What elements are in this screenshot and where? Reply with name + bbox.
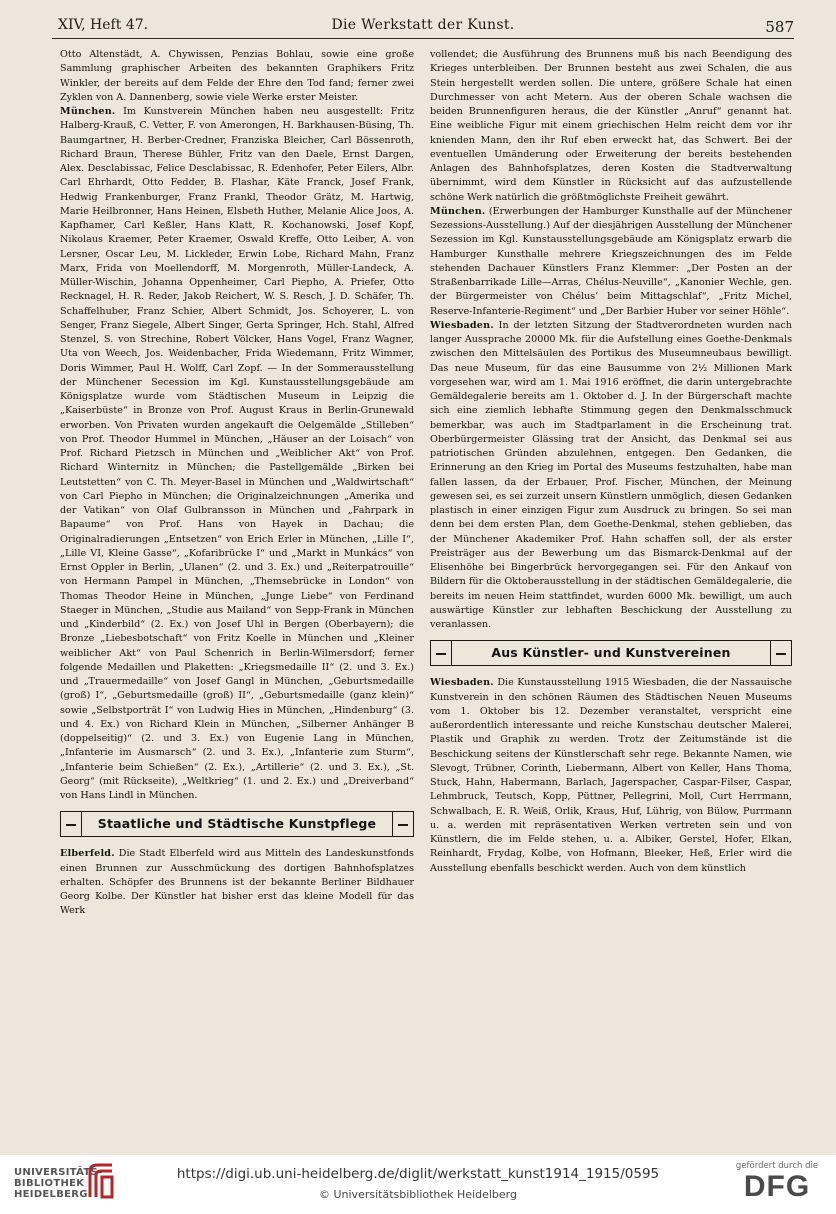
section-title-box xyxy=(60,811,414,837)
section-title-box xyxy=(430,640,792,666)
section-title: Staatliche und Städtische Kunstpflege xyxy=(97,816,377,832)
ornament-dash xyxy=(436,653,446,655)
paragraph xyxy=(430,205,792,319)
paragraph xyxy=(430,319,792,633)
page-number: 587 xyxy=(765,18,794,36)
left-column xyxy=(60,48,414,1148)
paragraph-text: Im Kunstverein München haben neu ausgestellt: Fritz Halberg-Krauß, C. Vetter, F. von Amerongen, H. Barkhausen-Büsing, Th. Baumgartner, H. Berber-Credner, Franziska Bleicher, Carl Bössenroth, Richard Braun, Therese Bühler, Fritz van den Daele, Ernst Dargen, Alex. Desclabissac, Felice Desclabissac, R. Edenhofer, Peter Eilers, Albr. Carl Ehrhardt, Otto Fedder, B. Flashar, Käte Franck, Josef Frank, Hedwig Frankenburger, Franz Frankl, Theodor Grätz, M. Hartwig, Marie Heilbronner, Hans Heinen, Elsbeth Huther, Melanie Alice Joos, A. Kapfhamer, Carl Keßler, Hans Klatt, R. Kochanowski, Josef Kopf, Nikolaus Kraemer, Peter Kraemer, Oswald Kreffe, Otto Leiber, A. von Lersner, Oscar Leu, M. Lickleder, Erwin Lobe, Richard Mahn, Franz Marx, Frida von Moellendorff, M. Morgenroth, Müller-Landeck, A. Müller-Wischin, Johanna Oppenheimer, Carl Piepho, A. Priefer, Otto Recknagel, H. R. Reder, Jakob Reichert, W. S. Resch, J. D. Schäfer, Th. Schaffelhuber, Franz Schier, Albert Schmidt, Jos. Schoyerer, L. von Senger, Franz Siegele, Albert Singer, Gerta Springer, Hch. Stahl, Alfred Stenzel, S. von Strechine, Robert Völcker, Hans Vogel, Franz Wagner, Uta von Weech, Jos. Weidenbacher, Frida Wiedemann, Fritz Wimmer, Doris Wimmer, Paul H. Wolff, Carl Zopf. — In der Sommerausstellung der Münchener Secession im Kgl. Kunstausstellungsgebäude am Königsplatze wurde vom Städtischen Museum in Leipzig die „Kaiserbüste“ in Bronze von Prof. August Kraus in Berlin-Grunewald erworben. Von Privaten wurden angekauft die Oelgemälde „Stilleben“ von Prof. Theodor Hummel in München, „Häuser an der Loisach“ von Prof. Richard Pietzsch in München und „Weiblicher Akt“ von Prof. Richard Winternitz in München; die Pastellgemälde „Birken bei Leutstetten“ von C. Th. Meyer-Basel in München und „Waldwirtschaft“ von Carl Piepho in München; die Originalzeichnungen „Amerika und der Vatikan“ von Olaf Gulbransson in München und „Fahrpark in Bapaume“ von Prof. Hans von Hayek in Dachau; die Originalradierungen „Entsetzen“ von Erich Erler in München, „Lille I“, „Lille VI, Kleine Gasse“, „Kofaribrücke I“ und „Markt in Munkács“ von Ernst Oppler in Berlin, „Ulanen“ (2. und 3. Ex.) und „Reiterpatrouille“ von Hermann Pampel in München, „Themsebrücke in London“ von Thomas Theodor Heine in München, „Junge Liebe“ von Ferdinand Staeger in München, „Studie aus Mailand“ von Sepp-Frank in München und „Kinderbild“ (2. Ex.) von Josef Uhl in Bergen (Oberbayern); die Bronze „Liebesbotschaft“ von Fritz Koelle in München und „Kleiner weiblicher Akt“ von Paul Schenrich in Berlin-Wilmersdorf; ferner folgende Medaillen und Plaketten: „Kriegsmedaille II“ (2. und 3. Ex.) und „Trauermedaille“ von Josef Gangl in München, „Geburtsmedaille (groß) I“, „Geburtsmedaille (groß) II“, „Geburtsmedaille (ganz klein)“ sowie „Selbstporträt I“ von Ludwig Hies in München, „Hindenburg“ (3. und 4. Ex.) von Richard Klein in München, „Silberner Anhänger B (doppelseitig)“ (2. und 3. Ex.) von Eugenie Lang in München, „Infanterie im Ausmarsch“ (2. und 3. Ex.), „Infanterie zum Sturm“, „Infanterie beim Schießen“ (2. Ex.), „Artillerie“ (2. und 3. Ex.), „St. Georg“ (mit Rückseite), „Weltkrieg“ (1. und 2. Ex.) und „Dreiverband“ von Hans Lindl in München. xyxy=(60,106,414,801)
ornament-dash xyxy=(398,824,408,826)
paragraph: Otto Altenstädt, A. Chywissen, Penzias Bohlau, sowie eine große Sammlung graphischer Arbeiten des bekannten Graphikers Fritz Winkler, der bereits auf dem Felde der Ehre den Tod fand; ferner zwei Zyklen von A. Dannenberg, sowie viele Werke erster Meister. xyxy=(60,49,414,103)
paragraph-heading: München. xyxy=(430,205,486,217)
running-header xyxy=(52,14,794,39)
library-line: BIBLIOTHEK xyxy=(14,1178,85,1189)
paragraph xyxy=(60,105,414,803)
paragraph xyxy=(60,847,414,918)
sponsor-logo[interactable] xyxy=(732,1161,822,1203)
right-column xyxy=(430,48,792,1148)
paragraph-text: Die Stadt Elberfeld wird aus Mitteln des Landeskunstfonds einen Brunnen zur Ausschmückung des dortigen Bahnhofsplatzes erhalten. Schöpfer des Brunnens ist der bekannte Berliner Bildhauer Georg Kolbe. Der Künstler hat bisher erst das kleine Modell für das Werk xyxy=(60,848,414,917)
library-line: UNIVERSITÄTS- xyxy=(14,1167,103,1178)
paragraph-text: Die Kunstausstellung 1915 Wiesbaden, die der Nassauische Kunstverein in den schönen Räumen des Städtischen Neuen Museums vom 1. Oktober bis 12. Dezember veranstaltet, verspricht eine außerordentlich interessante und reiche Kunstschau deutscher Malerei, Plastik und Graphik zu werden. Trotz der Zeitumstände ist die Beschickung seitens der Künstlerschaft sehr rege. Bekannte Namen, wie Slevogt, Trübner, Corinth, Liebermann, Albert von Keller, Hans Thoma, Stuck, Hahn, Habermann, Barlach, Jagerspacher, Caspar-Filser, Caspar, Lehmbruck, Teutsch, Kopp, Püttner, Pellegrini, Moll, Curt Herrmann, Schwalbach, E. R. Weiß, Orlik, Kraus, Huf, Lührig, von Bülow, Purrmann u. a. werden mit repräsentativen Werken vertreten sein und von Künstlern, die im Felde stehen, u. a. Albiker, Gerstel, Hofer, Elkan, Reinhardt, Frydag, Kolbe, von Hofmann, Bleeker, Heß, Erler wird die Ausstellung ebenfalls beschickt werden. Auch von dem künstlich xyxy=(430,677,792,874)
paragraph xyxy=(430,676,792,876)
paragraph-text: In der letzten Sitzung der Stadtverordneten wurden nach langer Aussprache 20000 Mk. für die Aufstellung eines Goethe-Denkmals zwischen den Mittelsäulen des Portikus des Museumneubaus bewilligt. Das neue Museum, für das eine Bausumme von 2½ Millionen Mark vorgesehen war, wird am 1. Mai 1916 eröffnet, die darin untergebrachte Gemäldegalerie bereits am 1. Oktober d. J. In der Bürgerschaft machte sich eine ziemlich lebhafte Stimmung gegen den Denkmalsschmuck bemerkbar, was auch im Stadtparlament in die Erscheinung trat. Oberbürgermeister Glässing trat der Ansicht, das Denkmal sei aus patriotischen Gründen abzulehnen, entgegen. Den Gedanken, die Erinnerung an den Krieg im Portal des Museums festzuhalten, habe man fallen lassen, da der Erbauer, Prof. Fischer, München, der Meinung gewesen sei, es sei zurzeit unsern Künstlern unmöglich, diesen Gedanken plastisch in einer einzigen Figur zum Ausdruck zu bringen. So sei man denn bei dem ersten Plan, dem Goethe-Denkmal, stehen geblieben, das der Münchener Akademiker Prof. Hahn schaffen soll, der als erster Preisträger aus der Bewerbung um das Bismarck-Denkmal auf der Elisenhöhe bei Bingerbrück hervorgegangen sei. Für den Ankauf von Bildern für die Oktoberausstellung in der städtischen Gemäldegalerie, die bereits im neuen Heim stattfindet, wurden 6000 Mk. bewilligt, um auch auswärtige Künstler zur lebhaften Beschickung der Ausstellung zu veranlassen. xyxy=(430,319,792,630)
library-line: HEIDELBERG xyxy=(14,1189,88,1200)
paragraph-heading: Wiesbaden. xyxy=(430,319,494,331)
viewer-footer xyxy=(0,1155,836,1214)
section-title: Aus Künstler- und Kunstvereinen xyxy=(491,645,731,661)
paragraph-heading: Elberfeld. xyxy=(60,848,115,860)
ornament-dash xyxy=(776,653,786,655)
permalink-url[interactable]: https://digi.ub.uni-heidelberg.de/diglit/werkstatt_kunst1914_1915/0595 xyxy=(176,1166,660,1182)
paragraph-heading: Wiesbaden. xyxy=(430,677,494,689)
volume-issue: XIV, Heft 47. xyxy=(58,17,149,33)
sponsor-name: DFG xyxy=(743,1170,811,1203)
paragraph-heading: München. xyxy=(60,106,116,117)
paragraph-text: (Erwerbungen der Hamburger Kunsthalle auf der Münchener Sezessions-Ausstellung.) Auf der diesjährigen Ausstellung der Münchener Sezession im Kgl. Kunstausstellungsgebäude am Königsplatz erwarb die Hamburger Kunsthalle mehrere Kriegszeichnungen des im Felde stehenden Dachauer Künstlers Franz Klemmer: „Der Posten an der Straßenbarrikade Lille—Arras, Chélus-Neuville“, „Kanonier Wechle, gen. der Bürgermeister von Chélus’ beim Mittagschlaf“, „Fritz Michel, Reserve-Infanterie-Regiment“ und „Der Barbier Huber vor seiner Höhle“. xyxy=(430,205,792,317)
journal-title: Die Werkstatt der Kunst. xyxy=(331,17,515,33)
paragraph: vollendet; die Ausführung des Brunnens muß bis nach Beendigung des Krieges unterbleiben. Der Brunnen besteht aus zwei Schalen, die aus Stein hergestellt werden sollen. Die untere, größere Schale hat einen Durchmesser von acht Metern. Aus der oberen Schale wachsen die beiden Brunnenfiguren heraus, die der Künstler „Anruf“ genannt hat. Eine weibliche Figur mit einem griechischen Helm reicht dem vor ihr knienden Mann, den ihr Ruf eben erweckt hat, das Schwert. Bei der eventuellen Umänderung oder Erweiterung der bereits bestehenden Anlagen des Bahnhofsplatzes, deren Kosten die Stadtverwaltung übernimmt, wird dem Künstler in Rücksicht auf das aufzustellende schöne Werk natürlich die größtmöglichste Freiheit gewährt. xyxy=(430,49,792,203)
copyright-notice: © Universitätsbibliothek Heidelberg xyxy=(318,1188,517,1201)
sponsor-label: gefördert durch die xyxy=(735,1161,819,1171)
ornament-dash xyxy=(66,824,76,826)
